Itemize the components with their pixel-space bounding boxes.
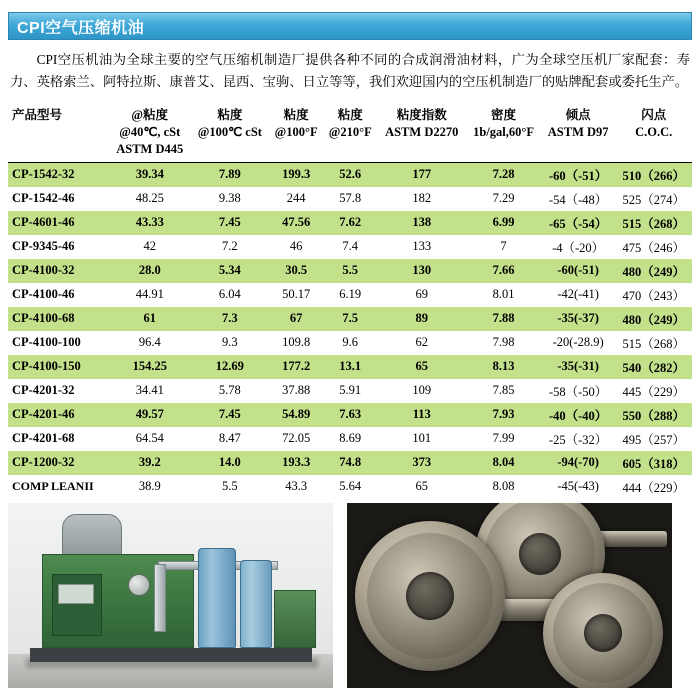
column-header-line2: @100℃ cSt [197, 125, 262, 140]
table-cell: 6.99 [466, 211, 541, 235]
table-cell: 8.69 [323, 427, 377, 451]
table-cell: 67 [269, 307, 323, 331]
table-cell: -94(-70) [541, 451, 616, 475]
table-cell: 74.8 [323, 451, 377, 475]
table-cell: 605（318） [615, 451, 692, 475]
table-cell: 96.4 [109, 331, 191, 355]
table-cell: 7.62 [323, 211, 377, 235]
intro-paragraph: CPI空压机油为全球主要的空气压缩机制造厂提供各种不同的合成润滑油材料，广为全球空压机厂家配套：寿力、英格索兰、阿特拉斯、康普艾、昆西、宝驹、日立等等，我们欢迎国内的空压机制造厂的贴牌配套或委托生产。 [10, 52, 690, 89]
compressor-tank-2 [240, 560, 272, 648]
column-header-line2: @210°F [328, 125, 372, 140]
table-cell: 69 [377, 283, 466, 307]
table-cell: 470（243） [615, 283, 692, 307]
table-row [8, 283, 692, 307]
table-cell: 42 [109, 235, 191, 259]
page-title-bar [8, 12, 692, 40]
column-header-line2: @100°F [274, 125, 318, 140]
cell-product-model: CP-1542-32 [8, 162, 109, 187]
table-row [8, 427, 692, 451]
table-cell: 9.6 [323, 331, 377, 355]
table-cell: 495（257） [615, 427, 692, 451]
table-cell: 6.04 [191, 283, 269, 307]
table-cell: 7 [466, 235, 541, 259]
column-header-line1: 闪点 [641, 108, 667, 123]
compressor-pipe-vertical [154, 564, 166, 632]
table-cell: 109.8 [269, 331, 323, 355]
table-cell: 8.13 [466, 355, 541, 379]
table-row [8, 307, 692, 331]
table-cell: -60(-51) [541, 259, 616, 283]
table-cell: 133 [377, 235, 466, 259]
table-cell: -54（-48） [541, 187, 616, 211]
table-cell: -45(-43) [541, 475, 616, 499]
table-cell: 34.41 [109, 379, 191, 403]
table-cell: 373 [377, 451, 466, 475]
compressor-photo [8, 503, 333, 688]
table-cell: 480（249） [615, 307, 692, 331]
table-cell: 7.45 [191, 211, 269, 235]
table-cell: 540（282） [615, 355, 692, 379]
gear-wheel-3 [543, 573, 663, 688]
gear-wheel-1 [355, 521, 505, 671]
column-header-line2: C.O.C. [635, 125, 673, 140]
column-header-viscosity-100f [269, 105, 323, 162]
table-cell: 57.8 [323, 187, 377, 211]
table-cell: 7.28 [466, 162, 541, 187]
table-row [8, 331, 692, 355]
table-cell: 7.5 [323, 307, 377, 331]
table-cell: 43.33 [109, 211, 191, 235]
table-cell: 7.88 [466, 307, 541, 331]
table-cell: 7.3 [191, 307, 269, 331]
column-header-line1: 倾点 [565, 108, 591, 123]
column-header-density [466, 105, 541, 162]
table-cell: 7.85 [466, 379, 541, 403]
column-header-pour-point [541, 105, 616, 162]
table-cell: 177 [377, 162, 466, 187]
table-cell: 7.89 [191, 162, 269, 187]
table-row [8, 235, 692, 259]
table-cell: 510（266） [615, 162, 692, 187]
cell-product-model: CP-4100-100 [8, 331, 109, 355]
table-cell: 7.99 [466, 427, 541, 451]
cell-product-model: CP-4601-46 [8, 211, 109, 235]
column-header-product-model [8, 105, 109, 162]
column-header-line2: 1b/gal,60°F [473, 125, 534, 140]
table-cell: 72.05 [269, 427, 323, 451]
compressor-gauge-icon [128, 574, 150, 596]
compressor-skid [30, 648, 312, 662]
table-cell: 50.17 [269, 283, 323, 307]
table-cell: 46 [269, 235, 323, 259]
table-cell: 444（229） [615, 475, 692, 499]
table-cell: -35(-37) [541, 307, 616, 331]
table-cell: -20(-28.9) [541, 331, 616, 355]
table-cell: 7.98 [466, 331, 541, 355]
table-cell: 38.9 [109, 475, 191, 499]
cell-product-model: COMP LEANII [8, 475, 109, 499]
document-page [0, 12, 700, 696]
gear-teeth [543, 573, 663, 688]
table-cell: 7.4 [323, 235, 377, 259]
table-row [8, 187, 692, 211]
column-header-line1: 粘度 [283, 108, 309, 123]
table-cell: -35(-31) [541, 355, 616, 379]
compressor-tank-1 [198, 548, 236, 648]
column-header-line1: 粘度 [337, 108, 363, 123]
cell-product-model: CP-4100-46 [8, 283, 109, 307]
photo-row [8, 503, 692, 688]
column-header-viscosity-index [377, 105, 466, 162]
table-cell: 13.1 [323, 355, 377, 379]
cell-product-model: CP-4100-68 [8, 307, 109, 331]
table-row [8, 451, 692, 475]
table-cell: 7.2 [191, 235, 269, 259]
table-cell: 48.25 [109, 187, 191, 211]
table-cell: 109 [377, 379, 466, 403]
table-cell: 65 [377, 355, 466, 379]
table-cell: 101 [377, 427, 466, 451]
column-header-line1: 密度 [491, 108, 517, 123]
column-header-viscosity-210f [323, 105, 377, 162]
column-header-line2: ASTM D97 [547, 125, 609, 140]
table-cell: 5.34 [191, 259, 269, 283]
cell-product-model: CP-4201-68 [8, 427, 109, 451]
table-cell: 61 [109, 307, 191, 331]
table-cell: 39.34 [109, 162, 191, 187]
table-cell: 515（268） [615, 211, 692, 235]
table-cell: 6.19 [323, 283, 377, 307]
gears-photo [347, 503, 672, 688]
table-cell: -58（-50） [541, 379, 616, 403]
table-cell: 182 [377, 187, 466, 211]
table-cell: -40（-40） [541, 403, 616, 427]
table-cell: 9.38 [191, 187, 269, 211]
gear-shaft-2 [597, 531, 667, 547]
table-row [8, 475, 692, 499]
table-cell: 52.6 [323, 162, 377, 187]
table-cell: -4（-20） [541, 235, 616, 259]
table-cell: 7.63 [323, 403, 377, 427]
table-cell: 7.29 [466, 187, 541, 211]
table-cell: 475（246） [615, 235, 692, 259]
table-cell: 9.3 [191, 331, 269, 355]
table-cell: 5.5 [191, 475, 269, 499]
table-cell: 138 [377, 211, 466, 235]
table-cell: 39.2 [109, 451, 191, 475]
table-cell: -65（-54） [541, 211, 616, 235]
table-cell: 199.3 [269, 162, 323, 187]
table-cell: 480（249） [615, 259, 692, 283]
table-cell: 193.3 [269, 451, 323, 475]
table-cell: 65 [377, 475, 466, 499]
table-cell: 28.0 [109, 259, 191, 283]
table-cell: 89 [377, 307, 466, 331]
table-cell: 7.66 [466, 259, 541, 283]
compressor-duct [62, 514, 122, 558]
table-cell: -25（-32） [541, 427, 616, 451]
table-cell: 550（288） [615, 403, 692, 427]
table-row [8, 355, 692, 379]
table-cell: 62 [377, 331, 466, 355]
table-cell: 30.5 [269, 259, 323, 283]
table-cell: 37.88 [269, 379, 323, 403]
table-cell: 525（274） [615, 187, 692, 211]
table-cell: 43.3 [269, 475, 323, 499]
table-body [8, 162, 692, 499]
table-cell: 5.5 [323, 259, 377, 283]
column-header-line1: 产品型号 [12, 108, 63, 123]
table-cell: 515（268） [615, 331, 692, 355]
table-cell: 44.91 [109, 283, 191, 307]
table-cell: 154.25 [109, 355, 191, 379]
table-cell: 49.57 [109, 403, 191, 427]
table-cell: 5.64 [323, 475, 377, 499]
table-cell: 130 [377, 259, 466, 283]
table-row [8, 403, 692, 427]
table-cell: 244 [269, 187, 323, 211]
column-header-viscosity-40c [109, 105, 191, 162]
compressor-panel-window [58, 584, 94, 604]
column-header-line1: 粘度 [217, 108, 243, 123]
table-header [8, 105, 692, 162]
table-header-row [8, 105, 692, 162]
page-title: CPI空气压缩机油 [17, 19, 145, 37]
table-row [8, 379, 692, 403]
column-header-line2: @40℃, cSt [119, 125, 181, 140]
table-cell: 8.47 [191, 427, 269, 451]
table-row [8, 259, 692, 283]
cell-product-model: CP-4100-32 [8, 259, 109, 283]
column-header-flash-point [615, 105, 692, 162]
cell-product-model: CP-1200-32 [8, 451, 109, 475]
table-cell: 64.54 [109, 427, 191, 451]
table-cell: 7.93 [466, 403, 541, 427]
table-cell: 8.04 [466, 451, 541, 475]
table-cell: 7.45 [191, 403, 269, 427]
specification-table [8, 105, 692, 499]
table-cell: 8.01 [466, 283, 541, 307]
table-cell: 113 [377, 403, 466, 427]
gear-teeth [355, 521, 505, 671]
table-cell: -42(-41) [541, 283, 616, 307]
column-header-line2: ASTM D2270 [385, 125, 459, 140]
table-cell: 5.78 [191, 379, 269, 403]
table-cell: 445（229） [615, 379, 692, 403]
column-header-viscosity-100c [191, 105, 269, 162]
table-row [8, 211, 692, 235]
column-header-line1: @粘度 [131, 108, 169, 123]
cell-product-model: CP-4201-46 [8, 403, 109, 427]
column-header-line1: 粘度指数 [396, 108, 447, 123]
cell-product-model: CP-4100-150 [8, 355, 109, 379]
table-cell: 5.91 [323, 379, 377, 403]
table-cell: 54.89 [269, 403, 323, 427]
cell-product-model: CP-1542-46 [8, 187, 109, 211]
table-cell: 177.2 [269, 355, 323, 379]
column-header-line3: ASTM D445 [116, 142, 184, 157]
table-cell: -60（-51） [541, 162, 616, 187]
table-cell: 12.69 [191, 355, 269, 379]
table-cell: 8.08 [466, 475, 541, 499]
cell-product-model: CP-4201-32 [8, 379, 109, 403]
table-cell: 47.56 [269, 211, 323, 235]
cell-product-model: CP-9345-46 [8, 235, 109, 259]
table-row [8, 162, 692, 187]
table-cell: 14.0 [191, 451, 269, 475]
compressor-motor [274, 590, 316, 648]
